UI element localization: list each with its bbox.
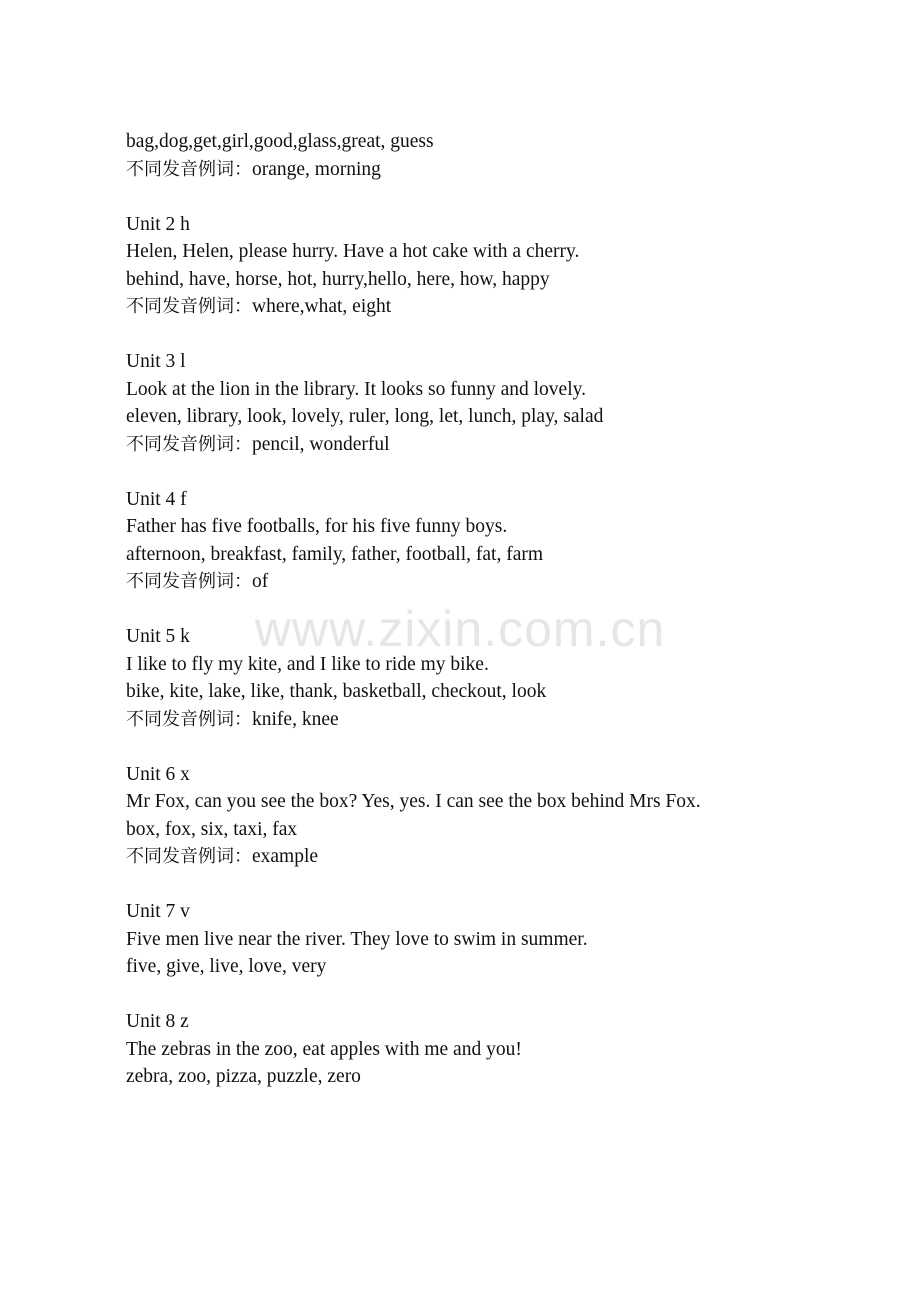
unit-chant: Mr Fox, can you see the box? Yes, yes. I can see the box behind Mrs Fox. (126, 791, 701, 812)
diff-words: example (252, 846, 319, 867)
unit-title: Unit 3 l (126, 351, 186, 372)
diff-words: where,what, eight (252, 296, 392, 317)
spacer (126, 183, 886, 211)
unit-chant: Father has five footballs, for his five funny boys. (126, 516, 508, 537)
unit-diff-line (126, 431, 886, 459)
spacer (126, 596, 886, 624)
diff-label: 不同发音例词： (126, 296, 252, 317)
diff-label: 不同发音例词： (126, 846, 252, 867)
unit-chant: Helen, Helen, please hurry. Have a hot cake with a cherry. (126, 241, 580, 262)
unit-word-list: zebra, zoo, pizza, puzzle, zero (126, 1066, 361, 1087)
unit-diff-line (126, 293, 886, 321)
unit-title: Unit 8 z (126, 1011, 189, 1032)
unit-word-list: afternoon, breakfast, family, father, football, fat, farm (126, 543, 544, 565)
diff-label: 不同发音例词： (126, 158, 252, 180)
unit-title: Unit 5 k (126, 626, 190, 647)
diff-label: 不同发音例词： (126, 571, 252, 592)
spacer (126, 981, 886, 1009)
unit-word-list: five, give, live, love, very (126, 956, 327, 977)
unit-word-list: bike, kite, lake, like, thank, basketball, checkout, look (126, 681, 547, 702)
unit-chant: I like to fly my kite, and I like to ride my bike. (126, 653, 489, 675)
spacer (126, 458, 886, 486)
unit-chant: The zebras in the zoo, eat apples with me and you! (126, 1038, 522, 1060)
diff-words: knife, knee (252, 708, 339, 730)
unit-word-list: behind, have, horse, hot, hurry,hello, here, how, happy (126, 268, 550, 290)
diff-words: of (252, 571, 269, 592)
diff-words: orange, morning (252, 158, 381, 180)
unit-diff-line (126, 706, 886, 734)
watermark: www.zixin.com.cn (254, 601, 666, 657)
unit-title: Unit 6 x (126, 763, 190, 785)
unit-word-list: eleven, library, look, lovely, ruler, long, let, lunch, play, salad (126, 406, 604, 427)
spacer (126, 871, 886, 899)
document-body (126, 128, 886, 1091)
unit-diff-line (126, 568, 886, 596)
diff-label: 不同发音例词： (126, 433, 252, 455)
unit-title: Unit 2 h (126, 213, 190, 235)
spacer (126, 321, 886, 349)
diff-words: pencil, wonderful (252, 433, 390, 455)
spacer (126, 733, 886, 761)
intro-word-list: bag,dog,get,girl,good,glass,great, guess (126, 131, 434, 152)
unit-chant: Five men live near the river. They love to swim in summer. (126, 928, 588, 950)
unit-title: Unit 4 f (126, 488, 187, 510)
intro-diff-line (126, 156, 886, 184)
unit-chant: Look at the lion in the library. It looks so funny and lovely. (126, 378, 586, 400)
diff-label: 不同发音例词： (126, 708, 252, 730)
unit-diff-line (126, 843, 886, 871)
unit-title: Unit 7 v (126, 901, 190, 922)
unit-word-list: box, fox, six, taxi, fax (126, 818, 298, 840)
